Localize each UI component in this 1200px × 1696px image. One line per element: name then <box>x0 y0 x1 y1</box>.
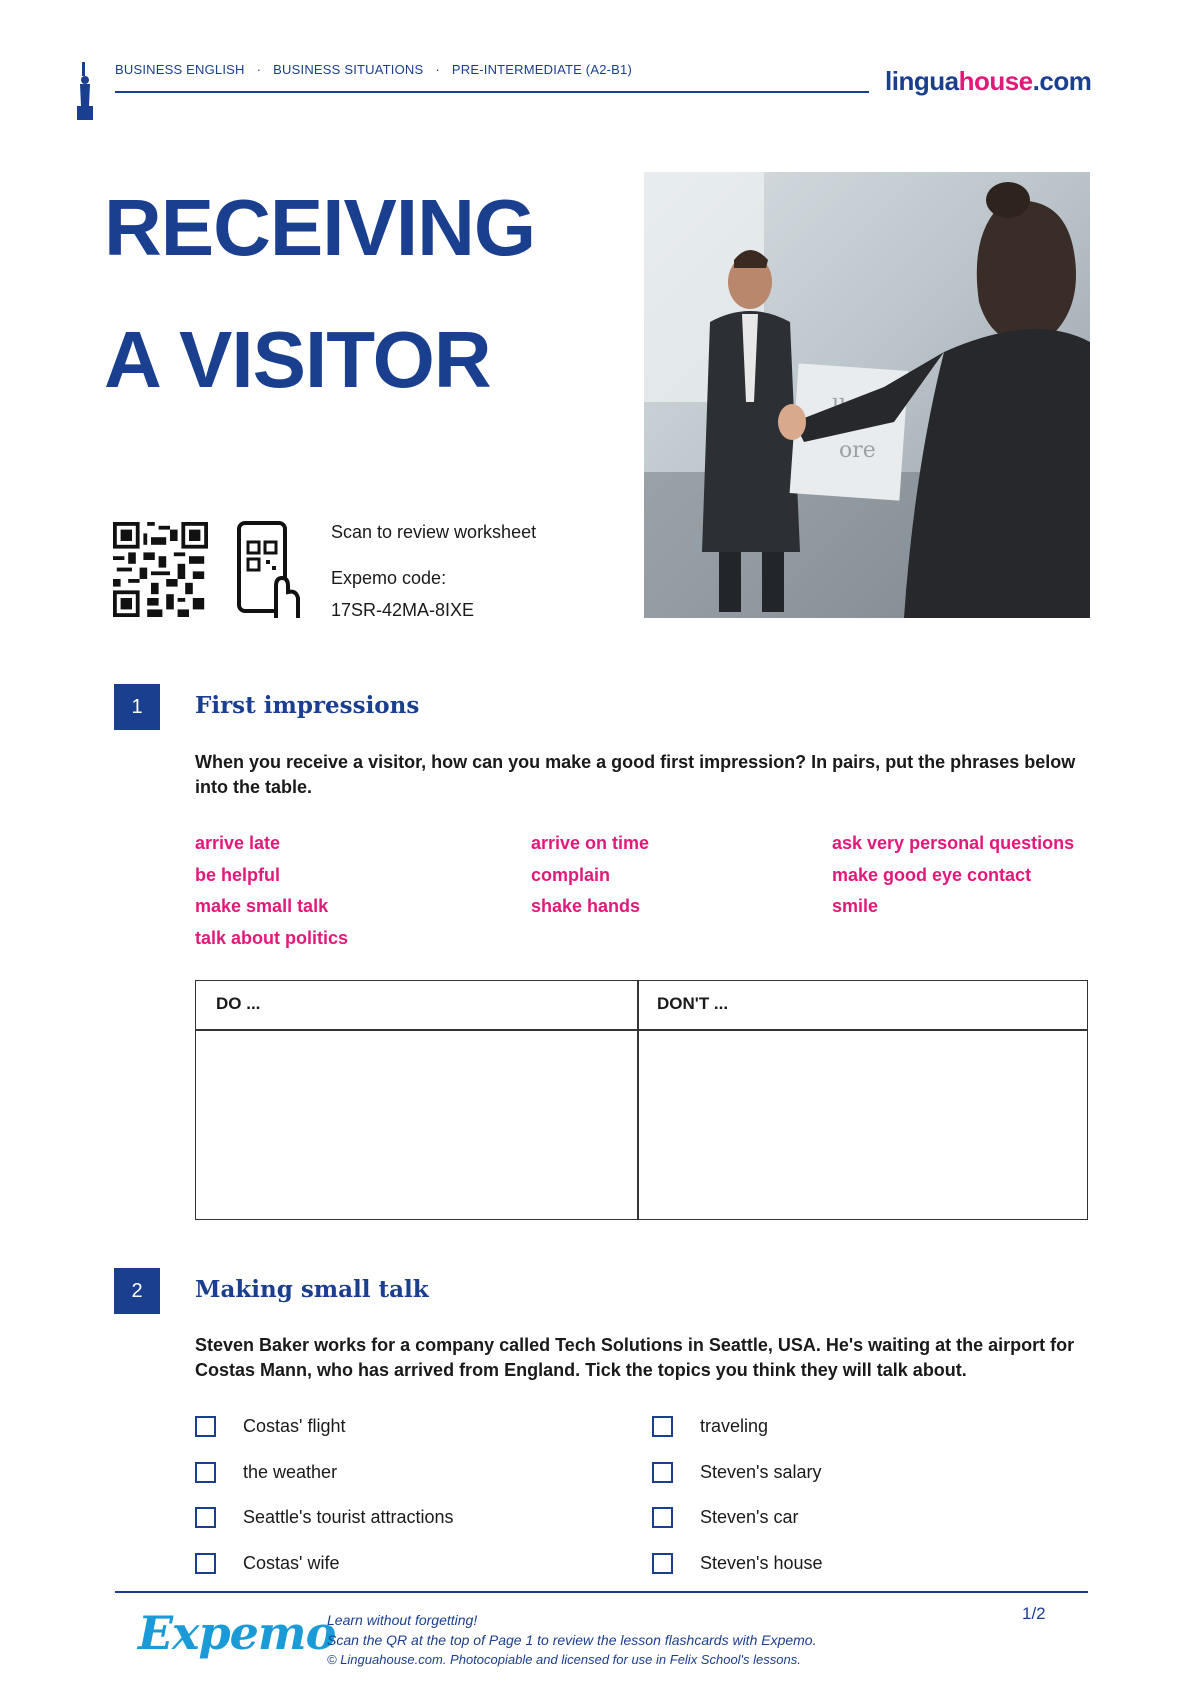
statue-of-liberty-icon <box>72 62 98 120</box>
breadcrumb <box>115 62 632 77</box>
footer-tagline: Learn without forgetting! <box>327 1612 478 1628</box>
breadcrumb-separator: · <box>435 62 440 77</box>
table-header-do: DO ... <box>216 994 261 1013</box>
checkbox[interactable] <box>652 1507 673 1528</box>
phone-scan-icon <box>236 520 302 620</box>
page-number: 1/2 <box>1022 1604 1046 1623</box>
phrase: talk about politics <box>195 928 349 948</box>
breadcrumb-item: BUSINESS ENGLISH <box>115 62 245 77</box>
topic-label: Costas' wife <box>243 1553 340 1573</box>
topic-label: Steven's salary <box>700 1462 822 1482</box>
do-answer-cell[interactable] <box>198 1032 635 1217</box>
checkbox[interactable] <box>652 1416 673 1437</box>
breadcrumb-separator: · <box>256 62 262 77</box>
expemo-logo: Expemo <box>138 1606 336 1660</box>
footer-instruction: Scan the QR at the top of Page 1 to review the lesson flashcards with Expemo. <box>327 1632 817 1648</box>
section-number-2: 2 <box>114 1268 160 1314</box>
checkbox[interactable] <box>652 1462 673 1483</box>
phrase: arrive on time <box>531 833 650 853</box>
phrase: shake hands <box>531 896 641 916</box>
dont-answer-cell[interactable] <box>641 1032 1085 1217</box>
svg-text:ore: ore <box>839 438 876 463</box>
phrase: be helpful <box>195 865 280 885</box>
phrase: ask very personal questions <box>832 833 1075 853</box>
header-rule <box>115 91 869 93</box>
topic-label: the weather <box>243 1462 338 1482</box>
table-header-dont: DON'T ... <box>657 994 729 1013</box>
breadcrumb-item: PRE-INTERMEDIATE (A2-B1) <box>451 62 632 77</box>
business-meeting-photo <box>644 172 1090 618</box>
page-title: RECEIVING A VISITOR <box>104 183 536 404</box>
section-number-1: 1 <box>114 684 160 730</box>
breadcrumb-item: BUSINESS SITUATIONS <box>273 62 424 77</box>
section-title-first-impressions: First impressions <box>195 692 420 719</box>
checkbox[interactable] <box>195 1553 216 1574</box>
topic-label: Steven's house <box>700 1553 823 1573</box>
section-title-making-small-talk: Making small talk <box>195 1276 429 1303</box>
checkbox[interactable] <box>195 1416 216 1437</box>
phrase: arrive late <box>195 833 281 853</box>
phrase: complain <box>531 865 611 885</box>
phrase: make small talk <box>195 896 329 916</box>
topic-label: Seattle's tourist attractions <box>243 1507 454 1527</box>
do-dont-table <box>195 980 1088 1220</box>
checkbox[interactable] <box>195 1462 216 1483</box>
scan-instruction: Scan to review worksheet <box>331 522 537 542</box>
qr-code <box>113 522 208 617</box>
table-header-divider <box>196 1029 1087 1031</box>
topic-label: Steven's car <box>700 1507 799 1527</box>
phrase: make good eye contact <box>832 865 1032 885</box>
expemo-code-label: Expemo code: <box>331 568 447 588</box>
topic-label: traveling <box>700 1416 769 1436</box>
expemo-code: 17SR-42MA-8IXE <box>331 600 475 620</box>
section1-instructions: When you receive a visitor, how can you make a good first impression? In pairs, put the phrases below into the table. <box>195 752 1076 797</box>
section2-instructions: Steven Baker works for a company called Tech Solutions in Seattle, USA. He's waiting at the airport for Costas Mann, who has arrived from England. Tick the topics you think they will talk about. <box>195 1335 1075 1380</box>
table-column-divider <box>637 981 639 1219</box>
phrase: smile <box>832 896 879 916</box>
footer-rule <box>115 1591 1088 1593</box>
topic-label: Costas' flight <box>243 1416 346 1436</box>
footer-copyright: © Linguahouse.com. Photocopiable and licensed for use in Felix School's lessons. <box>327 1652 801 1667</box>
checkbox[interactable] <box>652 1553 673 1574</box>
linguahouse-logo: linguahouse.com <box>885 66 1092 96</box>
checkbox[interactable] <box>195 1507 216 1528</box>
